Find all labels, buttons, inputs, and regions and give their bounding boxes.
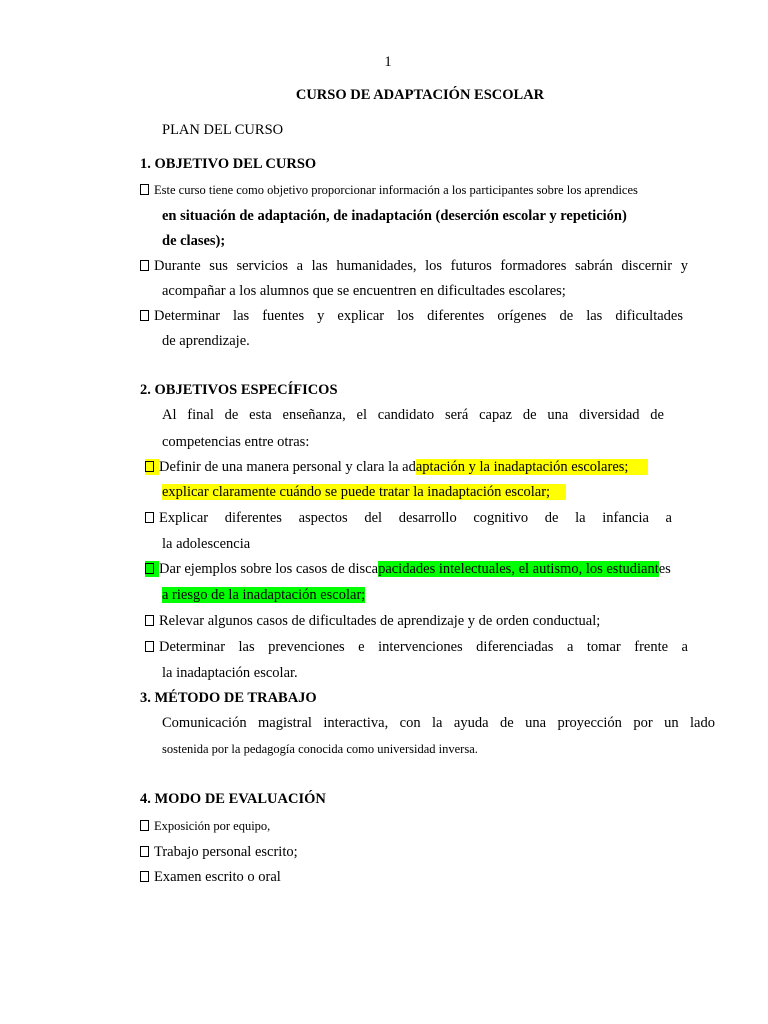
section-2-bullet-2-cont: la adolescencia [162, 536, 251, 552]
section-4-bullet-2: Trabajo personal escrito; [140, 842, 298, 862]
section-3-heading: 3. MÉTODO DE TRABAJO [140, 690, 317, 706]
section-2-bullet-5: Determinar las prevenciones e intervenciones diferenciadas a tomar frente a [145, 637, 688, 657]
section-3-text-cont: sostenida por la pedagogía conocida como universidad inversa. [162, 742, 478, 756]
document-title: CURSO DE ADAPTACIÓN ESCOLAR [295, 87, 545, 103]
section-1-bullet-3: Determinar las fuentes y explicar los diferentes orígenes de las dificultades [140, 306, 683, 326]
section-2-bullet-1-cont: explicar claramente cuándo se puede tratar la inadaptación escolar; [162, 482, 566, 502]
section-1-bullet-1: Este curso tiene como objetivo proporcionar información a los participantes sobre los aprendices [140, 180, 638, 200]
checkbox-bullet-icon [145, 512, 154, 523]
section-1-heading: 1. OBJETIVO DEL CURSO [140, 156, 317, 172]
section-1-bullet-2: Durante sus servicios a las humanidades, los futuros formadores sabrán discernir y [140, 256, 688, 276]
section-2-intro: Al final de esta enseñanza, el candidato será capaz de una diversidad de [162, 407, 664, 423]
section-1-bullet-1-cont-2: de clases); [162, 233, 226, 249]
section-2-bullet-5-cont: la inadaptación escolar. [162, 665, 298, 681]
section-1-bullet-2-cont: acompañar a los alumnos que se encuentren en dificultades escolares; [162, 283, 566, 299]
page-number: 1 [384, 54, 392, 70]
checkbox-bullet-icon [145, 641, 154, 652]
section-4-bullet-3: Examen escrito o oral [140, 867, 281, 887]
checkbox-bullet-icon [145, 563, 154, 574]
section-2-bullet-2: Explicar diferentes aspectos del desarrollo cognitivo de la infancia a [145, 508, 672, 528]
section-2-heading: 2. OBJETIVOS ESPECÍFICOS [140, 382, 338, 398]
checkbox-bullet-icon [140, 820, 149, 831]
checkbox-bullet-icon [145, 615, 154, 626]
checkbox-bullet-icon [145, 461, 154, 472]
checkbox-bullet-icon [140, 846, 149, 857]
section-1-bullet-1-cont: en situación de adaptación, de inadaptación (deserción escolar y repetición) [162, 208, 627, 224]
section-3-text: Comunicación magistral interactiva, con la ayuda de una proyección por un lado [162, 715, 715, 731]
section-2-intro-cont: competencias entre otras: [162, 434, 310, 450]
document-subtitle: PLAN DEL CURSO [162, 122, 284, 138]
section-4-bullet-1: Exposición por equipo, [140, 816, 270, 836]
checkbox-bullet-icon [140, 310, 149, 321]
section-4-heading: 4. MODO DE EVALUACIÓN [140, 791, 326, 807]
section-2-bullet-4: Relevar algunos casos de dificultades de aprendizaje y de orden conductual; [145, 611, 600, 631]
section-2-bullet-3: Dar ejemplos sobre los casos de discapacidades intelectuales, el autismo, los estudiantes [145, 559, 671, 579]
checkbox-bullet-icon [140, 260, 149, 271]
section-2-bullet-1: Definir de una manera personal y clara la adaptación y la inadaptación escolares; [145, 457, 648, 477]
section-2-bullet-3-cont: a riesgo de la inadaptación escolar; [162, 587, 366, 603]
checkbox-bullet-icon [140, 184, 149, 195]
checkbox-bullet-icon [140, 871, 149, 882]
section-1-bullet-3-cont: de aprendizaje. [162, 333, 250, 349]
